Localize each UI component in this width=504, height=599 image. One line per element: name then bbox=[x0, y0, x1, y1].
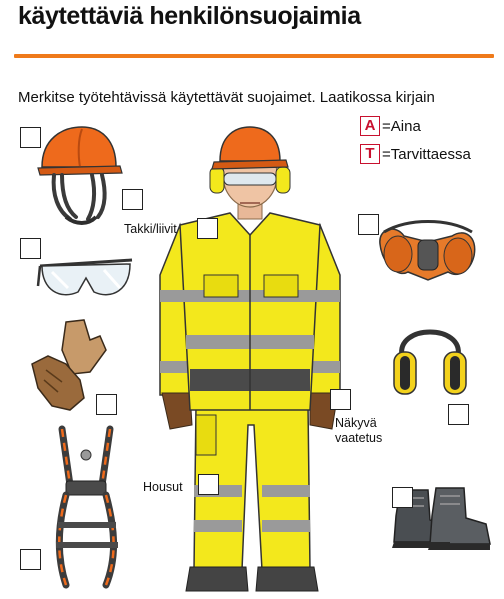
worker-hi-vis-illustration bbox=[150, 125, 350, 597]
legend-text-always: =Aina bbox=[382, 117, 421, 135]
title-underline bbox=[14, 54, 494, 58]
page-title: käytettäviä henkilönsuojaimia bbox=[18, 2, 361, 30]
legend-text-when-needed: =Tarvittaessa bbox=[382, 145, 471, 163]
safety-harness-checkbox[interactable] bbox=[20, 549, 41, 570]
legend-always bbox=[360, 115, 421, 137]
visible-clothing-checkbox[interactable] bbox=[330, 389, 351, 410]
legend-key-t: T bbox=[360, 144, 380, 164]
safety-harness-icon bbox=[48, 425, 128, 597]
legend-when-needed bbox=[360, 143, 471, 165]
safety-glasses-icon bbox=[38, 258, 134, 308]
respirator-mask-icon bbox=[378, 222, 478, 288]
legend-key-a: A bbox=[360, 116, 380, 136]
respirator-checkbox[interactable] bbox=[358, 214, 379, 235]
trousers-label: Housut bbox=[143, 480, 183, 494]
ear-muffs-icon bbox=[392, 316, 468, 398]
jacket-checkbox[interactable] bbox=[197, 218, 218, 239]
work-gloves-checkbox[interactable] bbox=[96, 394, 117, 415]
hard-hat-checkbox[interactable] bbox=[20, 127, 41, 148]
trousers-checkbox[interactable] bbox=[198, 474, 219, 495]
visible-clothing-label: Näkyvä vaatetus bbox=[335, 416, 383, 445]
safety-boots-checkbox[interactable] bbox=[392, 487, 413, 508]
jacket-label: Takki/liivit bbox=[124, 222, 177, 236]
hard-hat-icon bbox=[36, 125, 126, 230]
safety-glasses-checkbox[interactable] bbox=[20, 238, 41, 259]
ear-muffs-checkbox[interactable] bbox=[448, 404, 469, 425]
hard-hat-checkbox-secondary[interactable] bbox=[122, 189, 143, 210]
instruction-text: Merkitse työtehtävissä käytettävät suojaimet. Laatikossa kirjain bbox=[18, 89, 435, 106]
